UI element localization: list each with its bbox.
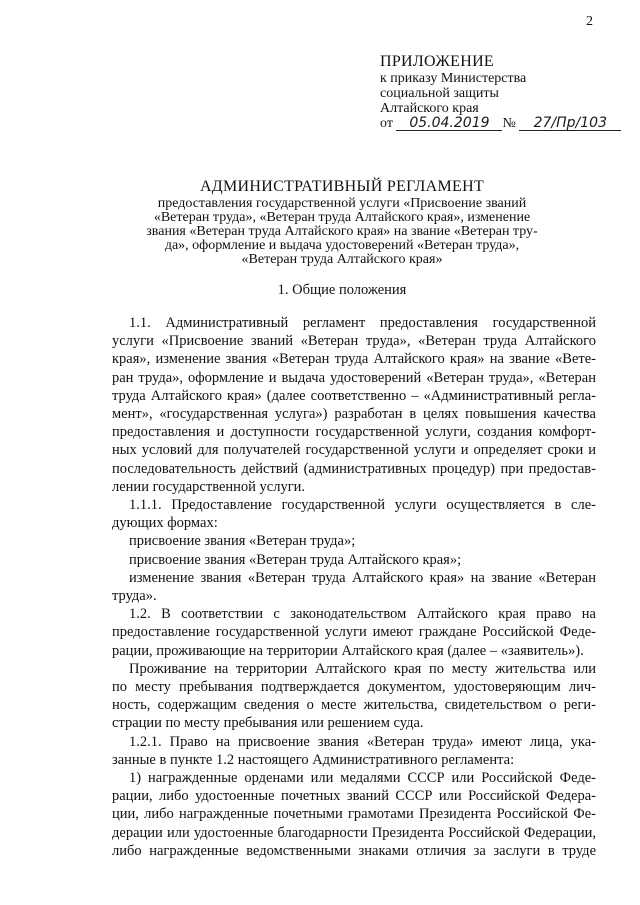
- number-sign: №: [502, 116, 516, 131]
- paragraph: [112, 769, 596, 860]
- paragraph: [112, 314, 596, 496]
- document-body: [112, 314, 596, 860]
- paragraph-line: рации, проживающие на территории Алтайского края (далее – «заявитель»).: [112, 642, 584, 659]
- paragraph-line: предоставления и доступности государственной услуги, создания комфорт-: [112, 424, 596, 441]
- paragraph-line: ность, содержащим сведения о месте жительства, свидетельством о реги-: [112, 697, 596, 714]
- paragraph-line: последовательность действий (административных процедур) при предостав-: [112, 460, 596, 477]
- page-number: 2: [586, 14, 593, 29]
- subtitle-line: «Ветеран труда Алтайского края»: [241, 252, 443, 267]
- paragraph: [112, 496, 596, 532]
- date-prefix: от: [380, 116, 393, 131]
- subtitle-line: да», оформление и выдача удостоверений «Ветеран труда»,: [164, 238, 520, 253]
- paragraph: [112, 605, 596, 660]
- paragraph: [112, 532, 596, 550]
- paragraph-line: изменение звания «Ветеран труда Алтайского края» на звание «Ветеран: [129, 569, 596, 586]
- paragraph-line: труда Алтайского края» (далее соответственно – «Административный регла-: [112, 387, 596, 404]
- section-heading: 1. Общие положения: [277, 282, 407, 298]
- paragraph-line: ран труда», оформление и выдача удостоверений «Ветеран труда», «Ветеран: [112, 369, 596, 386]
- paragraph-line: присвоение звания «Ветеран труда Алтайского края»;: [129, 551, 462, 568]
- paragraph-line: труда».: [112, 588, 157, 605]
- appendix-date-row: [380, 116, 621, 131]
- appendix-heading: ПРИЛОЖЕНИЕ: [380, 53, 495, 70]
- paragraph-line: 1.1.1. Предоставление государственной услуги осуществляется в сле-: [129, 497, 596, 514]
- appendix-block: [380, 54, 621, 131]
- subtitle-line: звания «Ветеран труда Алтайского края» на звание «Ветеран тру-: [146, 224, 538, 239]
- document-subtitle: [100, 197, 584, 267]
- paragraph-line: 1.2.1. Право на присвоение звания «Ветеран труда» имеют лица, ука-: [129, 733, 596, 750]
- paragraph-line: занные в пункте 1.2 настоящего Административного регламента:: [112, 751, 515, 768]
- paragraph-line: ции, либо награжденные почетными грамотами Президента Российской Фе-: [112, 806, 596, 823]
- paragraph-line: предоставление государственной услуги имеют граждане Российской Феде-: [112, 624, 596, 641]
- subtitle-line: предоставления государственной услуги «Присвоение званий: [157, 196, 527, 211]
- paragraph-line: рации, либо удостоенные почетных званий СССР или Российской Федера-: [112, 788, 596, 805]
- subtitle-line: «Ветеран труда», «Ветеран труда Алтайского края», изменение: [153, 210, 531, 225]
- paragraph: [112, 569, 596, 605]
- paragraph-line: 1) награжденные орденами или медалями СССР или Российской Феде-: [129, 770, 596, 787]
- paragraph: [112, 660, 596, 733]
- paragraph-line: дующих формах:: [112, 515, 218, 532]
- paragraph: [112, 733, 596, 769]
- paragraph-line: страции по месту пребывания или решением суда.: [112, 715, 424, 732]
- paragraph-line: 1.2. В соответствии с законодательством Алтайского края право на: [129, 606, 596, 623]
- paragraph-line: 1.1. Административный регламент предоставления государственной: [129, 315, 596, 331]
- paragraph-line: лении государственной услуги.: [112, 478, 306, 495]
- paragraph-line: ных условий для получателей государственной услуги и определяет сроки и: [112, 442, 596, 459]
- handwritten-order-number: 27/Пр/103: [519, 117, 621, 131]
- title-block: [100, 178, 584, 267]
- paragraph-line: по месту пребывания подтверждается документом, удостоверяющим лич-: [112, 679, 596, 696]
- paragraph-line: услуги «Присвоение званий «Ветеран труда», «Ветеран труда Алтайского: [112, 333, 596, 350]
- appendix-line: Алтайского края: [380, 101, 479, 116]
- paragraph-line: либо награжденные ведомственными знаками отличия за заслуги в труде: [112, 842, 596, 859]
- appendix-line: социальной защиты: [380, 86, 499, 101]
- paragraph-line: мент», «государственная услуга») разработан в целях повышения качества: [112, 406, 596, 423]
- appendix-line: к приказу Министерства: [380, 71, 527, 86]
- paragraph-line: присвоение звания «Ветеран труда»;: [129, 533, 356, 550]
- paragraph-line: дерации или удостоенные благодарности Президента Российской Федерации,: [112, 824, 596, 841]
- paragraph-line: края», изменение звания «Ветеран труда Алтайского края» на звание «Вете-: [112, 351, 596, 368]
- handwritten-date: 05.04.2019: [396, 117, 502, 131]
- paragraph-line: Проживание на территории Алтайского края по месту жительства или: [129, 660, 596, 677]
- document-title: АДМИНИСТРАТИВНЫЙ РЕГЛАМЕНТ: [199, 178, 485, 195]
- paragraph: [112, 551, 596, 569]
